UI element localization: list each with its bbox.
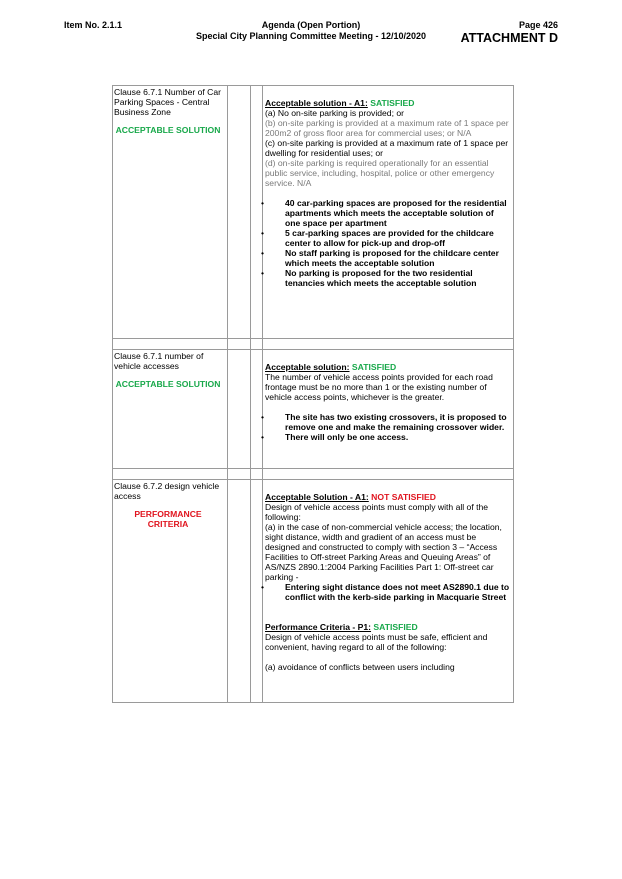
list-item: • 5 car-parking spaces are provided for the childcare center to allow for pick-up and drop-off (265, 228, 511, 248)
status-badge: SATISFIED (351, 362, 397, 372)
clause-cell (113, 350, 228, 469)
heading-text: Acceptable solution - A1: (265, 98, 368, 108)
empty-cell (228, 480, 251, 703)
page-number: Page 426 (518, 20, 558, 30)
table-row (113, 86, 514, 339)
assessment-cell (263, 350, 514, 469)
table-row (113, 350, 514, 469)
heading-text: Performance Criteria - P1: (265, 622, 372, 632)
list-item: • The site has two existing crossovers, it is proposed to remove one and make the remaining crossover wider. (265, 412, 511, 432)
empty-cell (228, 350, 251, 469)
empty-cell (251, 86, 263, 339)
result-badge: ACCEPTABLE SOLUTION (115, 125, 221, 135)
clause-cell (113, 480, 228, 703)
clause-cell (113, 86, 228, 339)
criteria-item: (b) on-site parking is provided at a maximum rate of 1 space per 200m2 of gross floor area for commercial uses; or N/A (265, 118, 509, 138)
agenda-label: Agenda (Open Portion) (261, 20, 361, 30)
heading-text: Acceptable Solution - A1: (265, 492, 369, 502)
assessment-heading (265, 492, 511, 502)
page-header (0, 18, 622, 50)
assessment-heading (265, 362, 511, 372)
assessment-cell (263, 480, 514, 703)
clause-label: Clause 6.7.1 Number of Car Parking Spaces - Central Business Zone (114, 87, 221, 117)
findings-list (265, 198, 511, 288)
spacer-row (113, 339, 514, 350)
criteria-item: (c) on-site parking is provided at a maximum rate of 1 space per dwelling for residential uses; or (265, 138, 509, 158)
list-item: • No parking is proposed for the two residential tenancies which meets the acceptable solution (265, 268, 511, 288)
assessment-heading (265, 98, 511, 108)
result-badge: ACCEPTABLE SOLUTION (115, 379, 221, 389)
clause-label: Clause 6.7.1 number of vehicle accesses (114, 351, 204, 371)
result-badge: PERFORMANCE CRITERIA (134, 509, 202, 529)
criteria-text: (a) in the case of non-commercial vehicle access; the location, sight distance, width and gradient of an access must be designed and constructed to comply with section 3 – “Access Facilities to Off-street Parking Areas and Queuing Areas” of AS/NZS 2890.1:2004 Parking Facilities Part 1: Off-street car parking - (265, 522, 502, 582)
performance-heading (265, 622, 511, 632)
status-badge: NOT SATISFIED (371, 492, 436, 502)
empty-cell (251, 350, 263, 469)
item-number: Item No. 2.1.1 (64, 20, 123, 30)
list-item: • 40 car-parking spaces are proposed for the residential apartments which meets the acceptable solution of one space per apartment (265, 198, 511, 228)
assessment-table (112, 85, 514, 703)
status-badge: SATISFIED (370, 98, 415, 108)
page-info (461, 20, 558, 45)
findings-list (265, 412, 511, 442)
list-item: • There will only be one access. (265, 432, 511, 442)
spacer-row (113, 469, 514, 480)
empty-cell (228, 86, 251, 339)
clause-label: Clause 6.7.2 design vehicle access (114, 481, 220, 501)
criteria-text: Design of vehicle access points must comply with all of the following: (265, 502, 489, 522)
meeting-title: Special City Planning Committee Meeting - 12/10/2020 (195, 31, 427, 41)
criteria-item: (d) on-site parking is required operationally for an essential public service, including, hospital, police or other emergency service. N/A (265, 158, 495, 188)
criteria-item: (a) avoidance of conflicts between users including (265, 662, 455, 672)
findings-list (265, 582, 511, 602)
criteria-text: The number of vehicle access points provided for each road frontage must be no more than 1 or the existing number of vehicle access points, whichever is the greater. (265, 372, 493, 402)
status-badge: SATISFIED (373, 622, 418, 632)
attachment-label: ATTACHMENT D (460, 31, 558, 45)
criteria-item: (a) No on-site parking is provided; or (265, 108, 404, 118)
table-row (113, 480, 514, 703)
assessment-cell (263, 86, 514, 339)
list-item: • Entering sight distance does not meet AS2890.1 due to conflict with the kerb-side parking in Macquarie Street (265, 582, 511, 602)
heading-text: Acceptable solution: (265, 362, 350, 372)
list-item: • No staff parking is proposed for the childcare center which meets the acceptable solution (265, 248, 511, 268)
criteria-text: Design of vehicle access points must be safe, efficient and convenient, having regard to all of the following: (265, 632, 488, 652)
